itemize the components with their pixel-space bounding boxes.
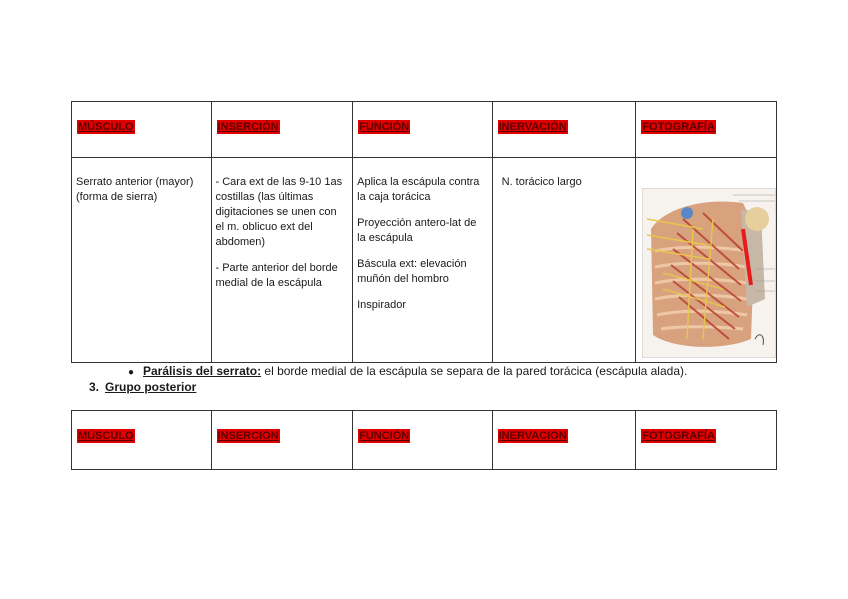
anatomical-illustration-icon (643, 189, 775, 357)
header-label: INSERCIÓN (217, 121, 279, 133)
header-label: INERVACIÓN (498, 121, 567, 133)
section-heading (89, 380, 196, 395)
header-label: FUNCIÓN (359, 121, 410, 133)
header-label: FUNCIÓN (359, 430, 410, 442)
header-cell-funcion (353, 411, 493, 470)
header-cell-musculo (72, 102, 212, 158)
insertion-item: - Cara ext de las 9-10 1as costillas (las últimas digitaciones se unen con el m. oblicuo ext del abdomen) (215, 176, 343, 248)
table-header-row (72, 102, 777, 158)
function-item: Inspirador (357, 299, 407, 311)
header-label: FOTOGRAFÍA (642, 430, 715, 442)
cell-funcion (353, 158, 493, 363)
header-label: INERVACIÓN (498, 430, 567, 442)
serratus-anatomy-image (642, 188, 776, 358)
header-cell-insercion (211, 411, 353, 470)
muscle-table-anterior (71, 101, 777, 363)
header-cell-inervacion (492, 102, 636, 158)
header-cell-fotografia (636, 411, 777, 470)
header-cell-inervacion (492, 411, 636, 470)
muscle-name: Serrato anterior (mayor) (forma de sierra) (76, 176, 194, 203)
table-row (72, 158, 777, 363)
header-label: MÚSCULO (78, 430, 134, 442)
function-item: Báscula ext: elevación muñón del hombro (357, 258, 467, 285)
cell-fotografia (636, 158, 777, 363)
function-item: Aplica la escápula contra la caja torácica (357, 176, 480, 203)
table-header-row (72, 411, 777, 470)
header-cell-insercion (211, 102, 353, 158)
header-label: INSERCIÓN (217, 430, 279, 442)
function-item: Proyección antero-lat de la escápula (357, 217, 477, 244)
note-text: el borde medial de la escápula se separa de la pared torácica (escápula alada). (261, 364, 688, 378)
section-title: Grupo posterior (105, 380, 197, 394)
serratus-paralysis-note (128, 364, 687, 380)
cell-insercion (211, 158, 353, 363)
header-label: FOTOGRAFÍA (642, 121, 715, 133)
innervation-text: N. torácico largo (501, 176, 582, 188)
muscle-table-posterior (71, 410, 777, 470)
cell-musculo (72, 158, 212, 363)
header-cell-musculo (72, 411, 212, 470)
bullet-icon: ● (128, 367, 135, 378)
header-cell-funcion (353, 102, 493, 158)
section-number: 3. (89, 380, 100, 394)
header-label: MÚSCULO (78, 121, 134, 133)
cell-inervacion (492, 158, 636, 363)
insertion-item: - Parte anterior del borde medial de la escápula (215, 262, 338, 289)
header-cell-fotografia (636, 102, 777, 158)
note-label: Parálisis del serrato: (143, 364, 262, 378)
